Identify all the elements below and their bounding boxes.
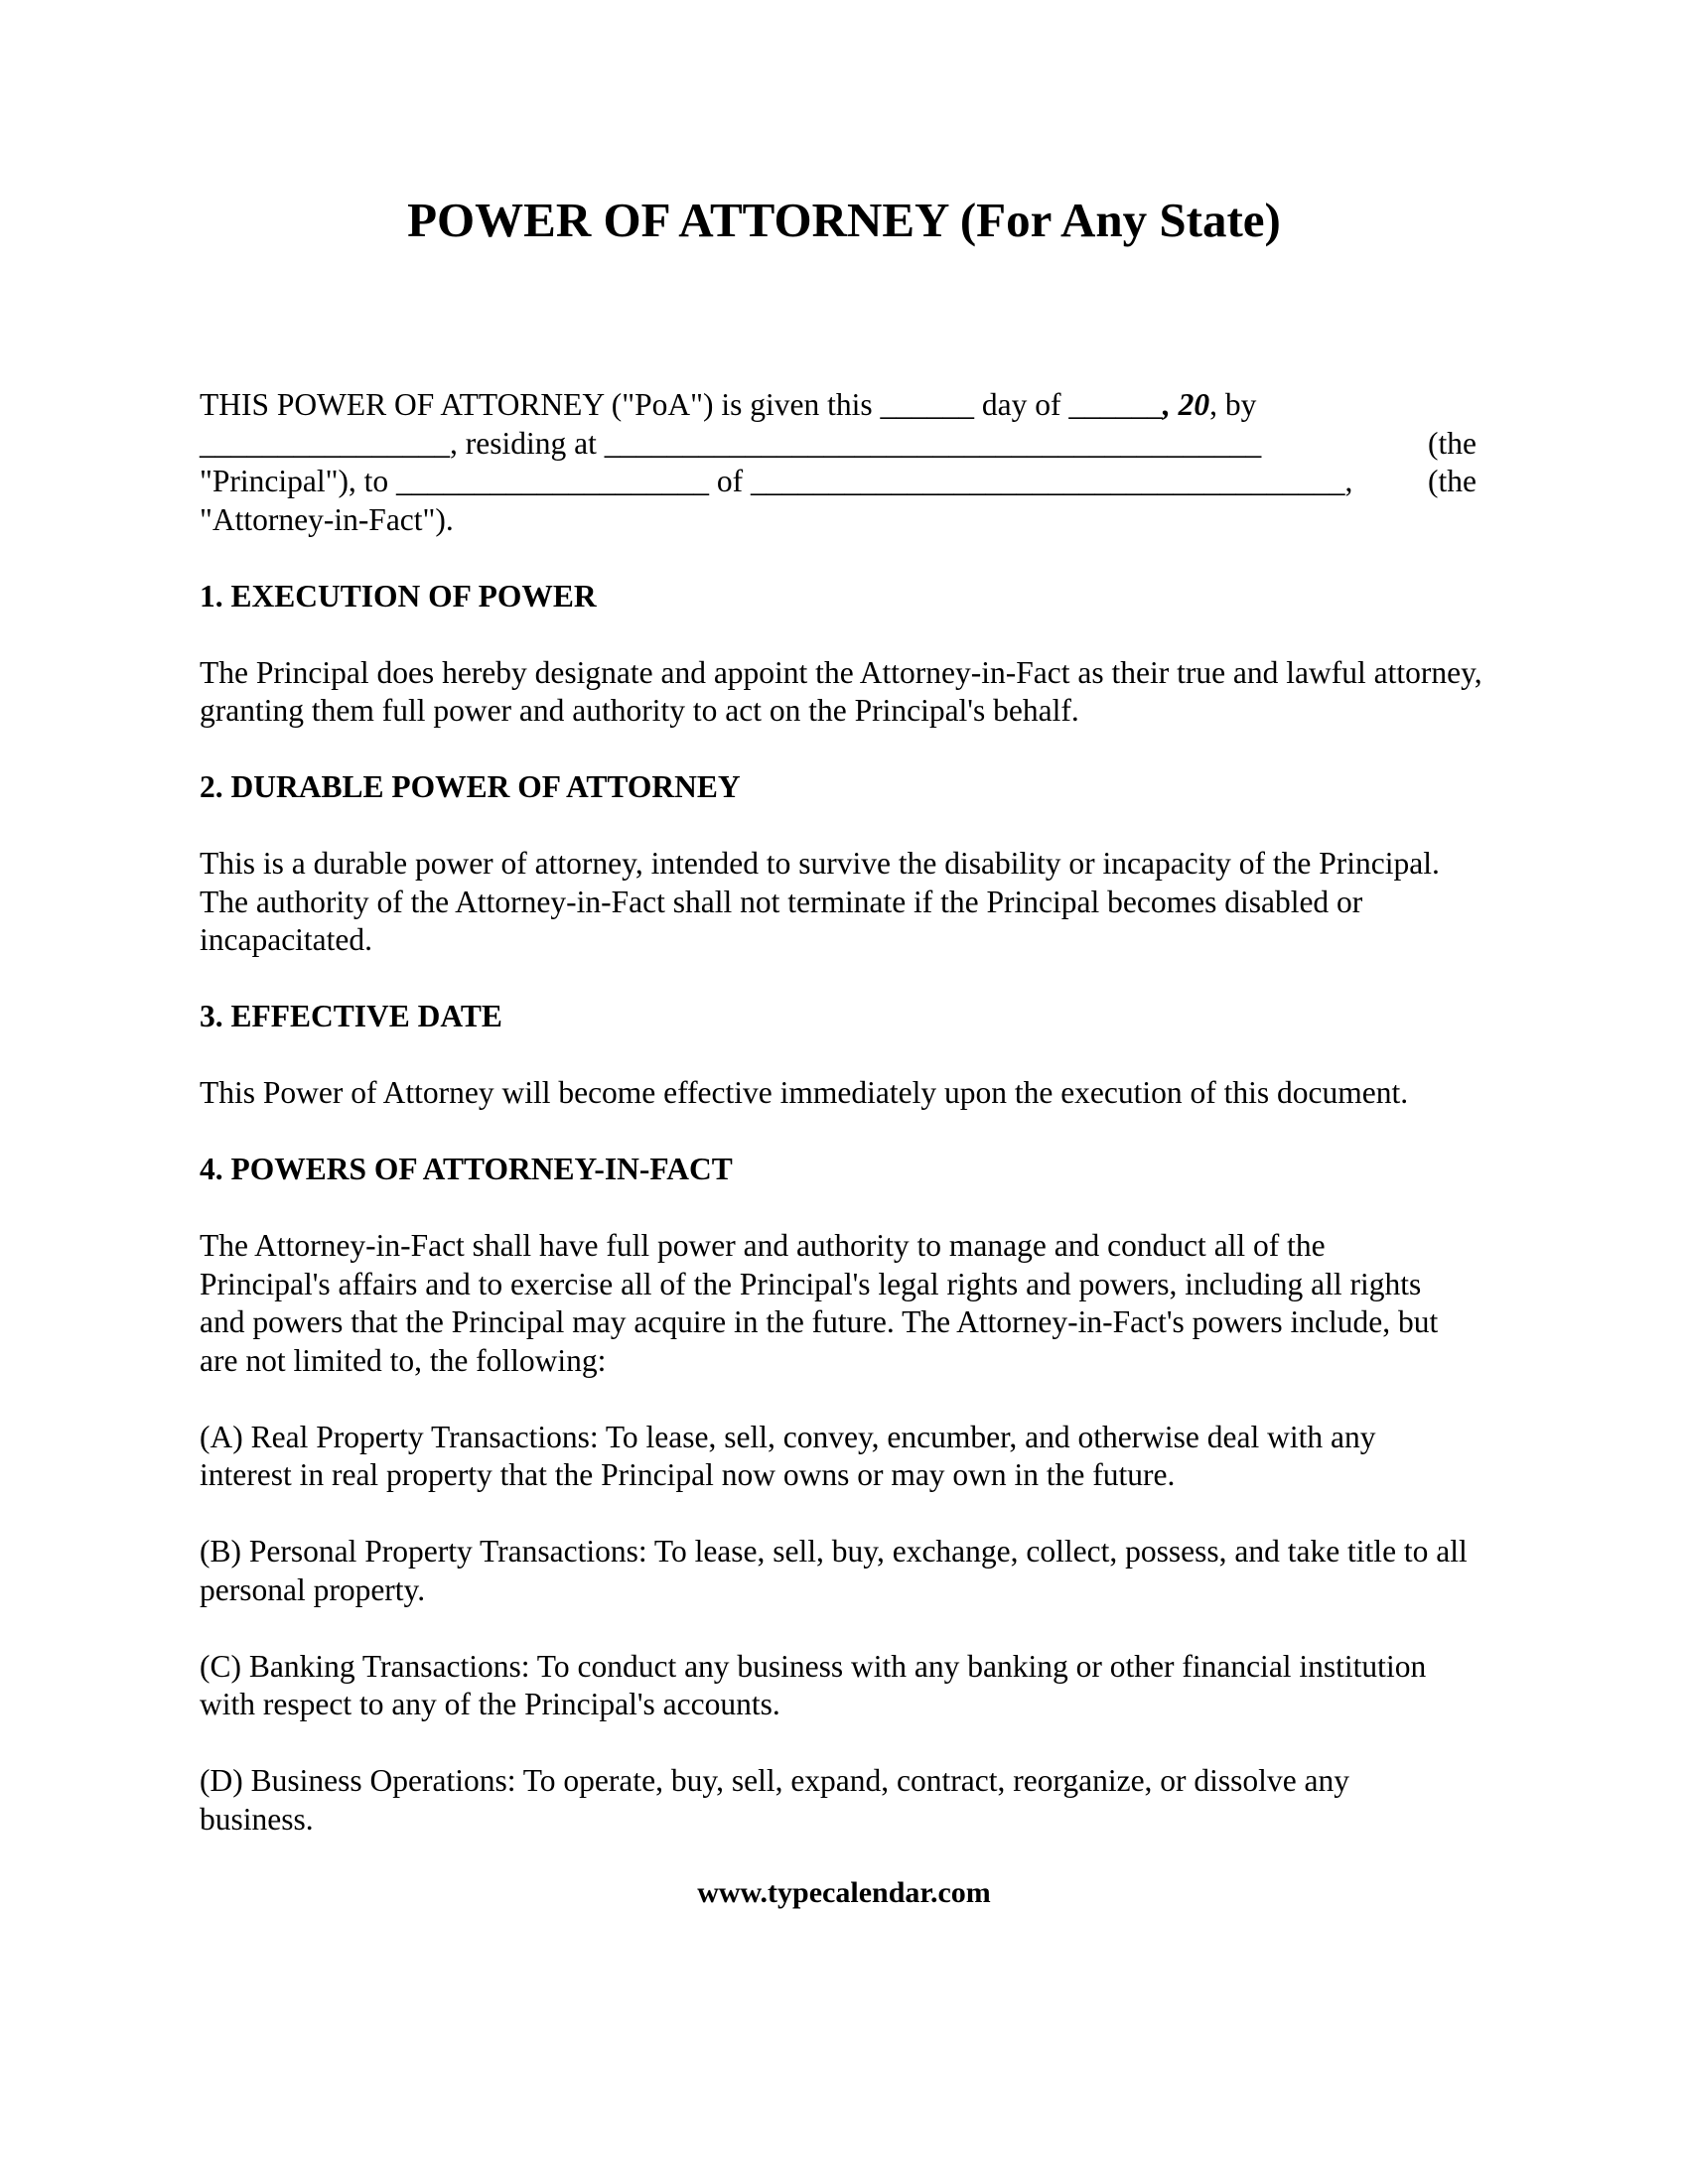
- intro-text: , by: [1209, 387, 1257, 422]
- page-title: POWER OF ATTORNEY (For Any State): [407, 193, 1281, 247]
- intro-text: (the: [1428, 464, 1477, 498]
- section-heading: 3. EFFECTIVE DATE: [200, 999, 502, 1033]
- power-item: (A) Real Property Transactions: To lease, sell, convey, encumber, and otherwise deal with any interest in real property that the Principal now owns or may own in the future.: [200, 1419, 1376, 1492]
- section-heading: 2. DURABLE POWER OF ATTORNEY: [200, 769, 741, 804]
- intro-line-4: "Attorney-in-Fact").: [200, 501, 454, 537]
- intro-text: (the: [1428, 425, 1477, 461]
- intro-line-1: [200, 386, 1490, 425]
- intro-text: THIS POWER OF ATTORNEY ("PoA") is given this ______ day of ______: [200, 387, 1163, 422]
- intro-paragraph: [200, 386, 1490, 539]
- power-item: (C) Banking Transactions: To conduct any business with any banking or other financial institution with respect to any of the Principal's accounts.: [200, 1648, 1427, 1721]
- section-paragraph: This is a durable power of attorney, intended to survive the disability or incapacity of the Principal. The authority of the Attorney-in-Fact shall not terminate if the Principal becomes disabled or incapacitated.: [200, 846, 1440, 957]
- power-item: (D) Business Operations: To operate, buy, sell, expand, contract, reorganize, or dissolve any business.: [200, 1763, 1350, 1837]
- footer-website: www.typecalendar.com: [697, 1876, 991, 1909]
- intro-line-3: [200, 463, 1477, 501]
- intro-line-2: [200, 425, 1477, 464]
- intro-text: "Principal"), to ____________________ of ______________________________________,: [200, 464, 1353, 498]
- section-paragraph: The Principal does hereby designate and appoint the Attorney-in-Fact as their true and lawful attorney, granting them full power and authority to act on the Principal's behalf.: [200, 654, 1482, 728]
- section-heading: 4. POWERS OF ATTORNEY-IN-FACT: [200, 1152, 733, 1186]
- document-body: [200, 386, 1490, 1839]
- intro-year: , 20: [1162, 387, 1210, 422]
- intro-text: ________________, residing at __________________________________________: [200, 425, 1262, 461]
- section-heading: 1. EXECUTION OF POWER: [200, 578, 597, 614]
- section-paragraph: The Attorney-in-Fact shall have full power and authority to manage and conduct all of the Principal's affairs and to exercise all of the Principal's legal rights and powers, including all rights and powers that the Principal may acquire in the future. The Attorney-in-Fact's powers include, but are not limited to, the following:: [200, 1228, 1439, 1378]
- power-item: (B) Personal Property Transactions: To lease, sell, buy, exchange, collect, possess, and take title to all personal property.: [200, 1534, 1468, 1607]
- section-paragraph: This Power of Attorney will become effective immediately upon the execution of this document.: [200, 1075, 1409, 1110]
